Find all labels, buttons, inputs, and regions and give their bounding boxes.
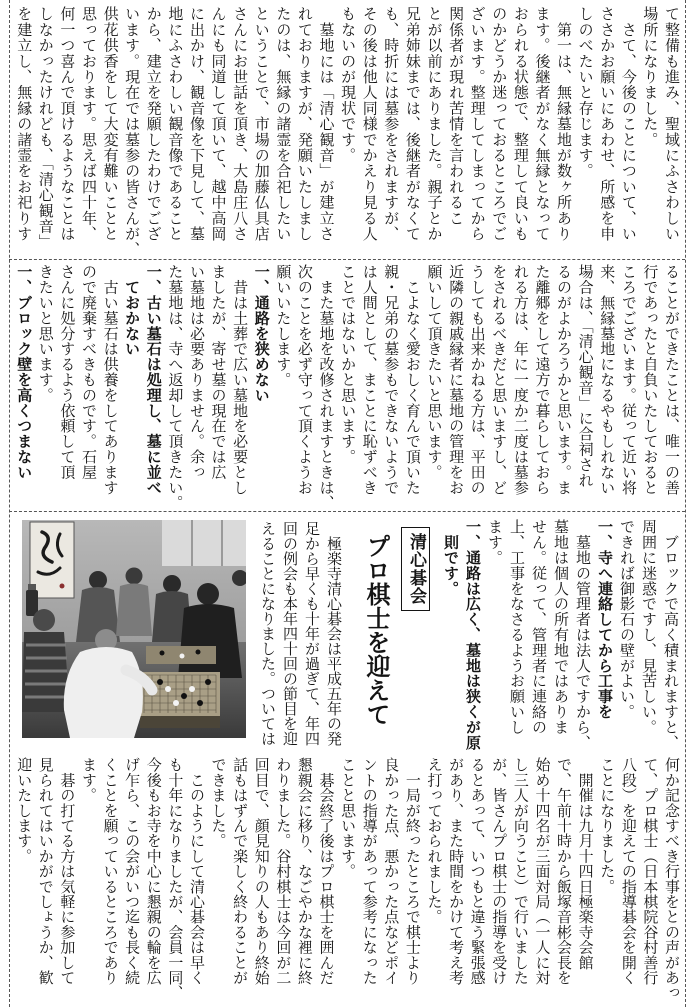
- text-line: ので廃棄すべきものです。石屋: [79, 264, 98, 480]
- text-line: ころでございます。従って近い将: [619, 264, 638, 495]
- go-board-back: [146, 646, 216, 664]
- text-line: 一局が終ったところで棋士より: [403, 757, 422, 985]
- text-line: 思っております。思えば四十年、: [79, 6, 98, 242]
- text-line: できました。: [209, 757, 228, 849]
- text-line: 始め十四名が三面対局（一人に対: [533, 757, 552, 985]
- text-line: 懇親会に移り、なごやかな裡に終: [295, 757, 314, 985]
- article-intro-text: [256, 521, 345, 749]
- text-line: とが以前にありました。親子とか: [425, 6, 444, 242]
- paragraph: [596, 757, 682, 1002]
- text-line: えることになりました。ついては: [259, 521, 277, 746]
- text-line: くことを願っているところであり: [101, 757, 120, 985]
- row-divider-2: [9, 511, 685, 512]
- text-line: 第一は、無縁墓地が数ヶ所あり: [555, 6, 574, 242]
- text-line: げ乍ら、この会がいつ迄も長く続: [123, 757, 142, 985]
- text-line: 極楽寺清心碁会は平成五年の発: [325, 521, 343, 746]
- text-line: 回目で、顔見知りの人もあり終始: [252, 757, 271, 985]
- text-line: 場合は、「清心観音」に合祠され: [576, 264, 595, 488]
- paragraph: [423, 757, 596, 1002]
- section-heading: [594, 519, 616, 751]
- paragraph: [257, 521, 345, 749]
- text-line: しなかったけれども、「清心観音」: [36, 6, 55, 250]
- text-line: 話もはずんで楽しく終わることが: [231, 757, 250, 985]
- text-line: 何一つ喜んで頂けるようなことは: [58, 6, 77, 242]
- notice-text-bottom: [439, 519, 682, 751]
- paragraph: [484, 519, 594, 751]
- text-line: きたいと思います。: [36, 264, 55, 403]
- text-line: もないのが現状です。: [339, 6, 358, 163]
- section-heading: [121, 264, 164, 510]
- paragraph: [13, 6, 337, 258]
- section-heading: [250, 264, 272, 510]
- text-line: その後は他人同様でかえり見る人: [360, 6, 379, 242]
- go-meeting-photo: [22, 520, 246, 738]
- text-line: も、時折には墓参をされますが、: [382, 6, 401, 242]
- text-line: ことではないかと思います。: [339, 264, 358, 465]
- text-line: 碁の打てる方は気軽に参加して: [58, 757, 77, 985]
- text-line: 近隣の親戚縁者に墓地の管理をお: [447, 264, 466, 495]
- text-line: 一、通路を狭めない: [252, 264, 271, 403]
- text-line: ておかない: [123, 264, 142, 357]
- text-line: さんにお世話を頂き、大島庄八さ: [231, 6, 250, 242]
- text-line: 開催は九月十四日極楽寺会館: [576, 757, 595, 970]
- text-line: 兄弟姉妹までは、後継者がなくて: [403, 6, 422, 242]
- paragraph: [13, 757, 78, 1002]
- text-line: ます。後継者がなく無縁となって: [533, 6, 552, 242]
- paragraph: [423, 264, 682, 510]
- text-line: 願いいたします。: [274, 264, 293, 388]
- text-line: 八段）を迎えての指導碁会を開く: [619, 757, 638, 985]
- text-line: たのは、無縁の諸霊を合祀したい: [274, 6, 293, 242]
- paragraph: [77, 757, 207, 1002]
- text-line: た墓地は、寺へ返却して頂きたい。: [166, 264, 185, 511]
- text-line: 来、無縁墓地になるやもしれない: [598, 264, 617, 495]
- text-line: 則です。: [442, 519, 460, 596]
- text-line: こよなく愛おしく育んで頂いた: [403, 264, 422, 495]
- text-line: 場所になりました。: [641, 6, 660, 148]
- text-line: 願いして頂きたいと思います。: [425, 264, 444, 480]
- text-line: ブロックで高く積まれますと、: [662, 519, 680, 750]
- text-line: に出かけ、観音像を下見して、墓: [187, 6, 206, 242]
- text-line: ささかお願いにあわせ、所感を申: [598, 6, 617, 242]
- section-heading: [440, 519, 484, 751]
- left-dashed-border: [9, 0, 10, 1007]
- text-line: ます。: [79, 757, 98, 803]
- text-line: ントの指導があって参考になった: [360, 757, 379, 985]
- text-line: 行であったと自負いたしておると: [641, 264, 660, 495]
- text-line: 迎いたします。: [15, 757, 34, 864]
- text-line: るのがよかろうかと思います。ま: [555, 264, 574, 495]
- text-line: また墓地を改修されますときは、: [317, 264, 336, 511]
- text-line: 地にふさわしい観音像であること: [166, 6, 185, 242]
- text-line: 一、寺へ連絡してから工事を: [596, 519, 614, 720]
- paragraph: [164, 264, 250, 510]
- text-line: のかどうか迷っておるところでご: [490, 6, 509, 242]
- go-board-front: [140, 672, 220, 728]
- text-line: おられる状態で、整理して良いも: [511, 6, 530, 242]
- text-line: ざいます。整理してしまってから: [468, 6, 487, 242]
- text-line: せん。従って、管理者に連絡の: [530, 519, 548, 735]
- notice-text-top: [12, 6, 682, 258]
- text-line: さんに処分するよう依頼して頂: [58, 264, 77, 480]
- notice-text-middle: [12, 264, 682, 510]
- text-line: で、午前十時から飯塚音彬会長を: [555, 757, 574, 985]
- text-line: て整備も進み、聖域にふさわしい: [663, 6, 681, 242]
- text-line: え打っておられました。: [425, 757, 444, 925]
- text-line: をされるべきだと思いますし、ど: [490, 264, 509, 495]
- text-line: 回の例会も本年四十回の節目を迎: [281, 521, 299, 746]
- text-line: ます。: [486, 519, 504, 566]
- paragraph: [574, 6, 639, 258]
- text-line: た離郷をして遠方で暮らしておら: [533, 264, 552, 495]
- text-line: 周囲に迷惑ですし、見苦しい。: [640, 519, 658, 735]
- text-line: から、建立を発願したわけでござ: [144, 6, 163, 242]
- text-line: 何か記念すべき行事をとの声があっ: [663, 757, 681, 1001]
- text-line: 上、工事をなさるようお願いし: [508, 519, 526, 735]
- text-line: 一、古い墓石は処理し、墓に並べ: [144, 264, 163, 495]
- text-line: 墓地には「清心観音」が建立さ: [317, 6, 336, 242]
- text-line: 次のことを必ず守って頂くようお: [295, 264, 314, 495]
- text-line: しのべたいと存じます。: [576, 6, 595, 179]
- text-line: 一、ブロック壁を高くつまない: [15, 264, 34, 480]
- text-line: 墓地の管理者は法人ですから、: [574, 519, 592, 750]
- row-divider-1: [9, 259, 685, 260]
- text-line: が、皆さんプロ棋士の指導を受け: [490, 757, 509, 985]
- text-line: 親・兄弟の墓参もできないようで: [382, 264, 401, 495]
- text-line: 供花供香をして大変有難いことと: [101, 6, 120, 242]
- text-line: このようにして清心碁会は早く: [187, 757, 206, 985]
- text-line: さて、今後のことについて、い: [619, 6, 638, 242]
- text-line: ましたが、寄せ墓の現在では広: [209, 264, 228, 480]
- article-body-text: [12, 757, 682, 1002]
- article-title: プロ棋士を迎えて: [362, 534, 390, 726]
- text-line: るとあって、いつもと違う緊張感: [468, 757, 487, 985]
- text-line: ということで、市場の加藤仏具店: [252, 6, 271, 242]
- text-line: があり、また時間をかけて考え考: [447, 757, 466, 985]
- text-line: は人間として、まことに恥ずべき: [360, 264, 379, 495]
- text-line: れておりますが、発願いたしまし: [295, 6, 314, 242]
- paragraph: [337, 6, 575, 258]
- text-line: ことになりました。: [598, 757, 617, 894]
- paragraph: [207, 757, 337, 1002]
- text-line: できれば御影石の壁がよい。: [618, 519, 636, 720]
- paragraph: [272, 264, 337, 510]
- text-line: 墓地は個人の所有地ではありま: [552, 519, 570, 735]
- text-line: を建立し、無縁の諸霊をお祀りす: [15, 6, 34, 242]
- article-label-box: 清心碁会: [401, 527, 430, 611]
- text-line: 良かった点、悪かった点などポイ: [382, 757, 401, 985]
- text-line: し三人が向うこと）で行いました: [511, 757, 530, 985]
- text-line: い墓地は必要ありません。余っ: [187, 264, 206, 480]
- section-heading: [13, 264, 35, 510]
- text-line: 碁会終了後はプロ棋士を囲んだ: [317, 757, 336, 985]
- text-line: うしても出来かねる方は、平田の: [468, 264, 487, 495]
- paragraph: [639, 6, 682, 258]
- text-line: 一、通路は広く、墓地は狭くが原: [464, 519, 482, 750]
- text-line: 見られてはいかがでしょうか、歓: [36, 757, 55, 985]
- text-line: 関係者が現れ苦情を言われるこ: [447, 6, 466, 226]
- text-line: も十年になりましたが、会員一同、: [166, 757, 185, 1001]
- paragraph: [337, 757, 423, 1002]
- text-line: 今後もお寺を中心に懇親の輪を広: [144, 757, 163, 985]
- text-line: 古い墓石は供養をしてあります: [101, 264, 120, 495]
- text-line: ことと思います。: [339, 757, 358, 879]
- paragraph: [337, 264, 423, 510]
- text-line: ることができたことは、唯一の善: [663, 264, 681, 495]
- text-line: て、プロ棋士（日本棋院谷村善行: [641, 757, 660, 985]
- text-line: 昔は土葬で広い墓地を必要とし: [231, 264, 250, 495]
- text-line: れる方は、年に一度か二度は墓参: [511, 264, 530, 495]
- text-line: んにも同道して頂いて、越中高岡: [209, 6, 228, 242]
- paragraph: [616, 519, 682, 751]
- text-line: 足から早くも十年が過ぎて、年四: [303, 521, 321, 746]
- hanging-scroll: [30, 522, 74, 598]
- paragraph: [34, 264, 120, 510]
- text-line: います。現在では墓参の皆さんが、: [123, 6, 142, 258]
- window: [162, 520, 246, 566]
- right-dashed-border: [685, 0, 686, 1007]
- text-line: わりました。谷村棋士は今回が二: [274, 757, 293, 985]
